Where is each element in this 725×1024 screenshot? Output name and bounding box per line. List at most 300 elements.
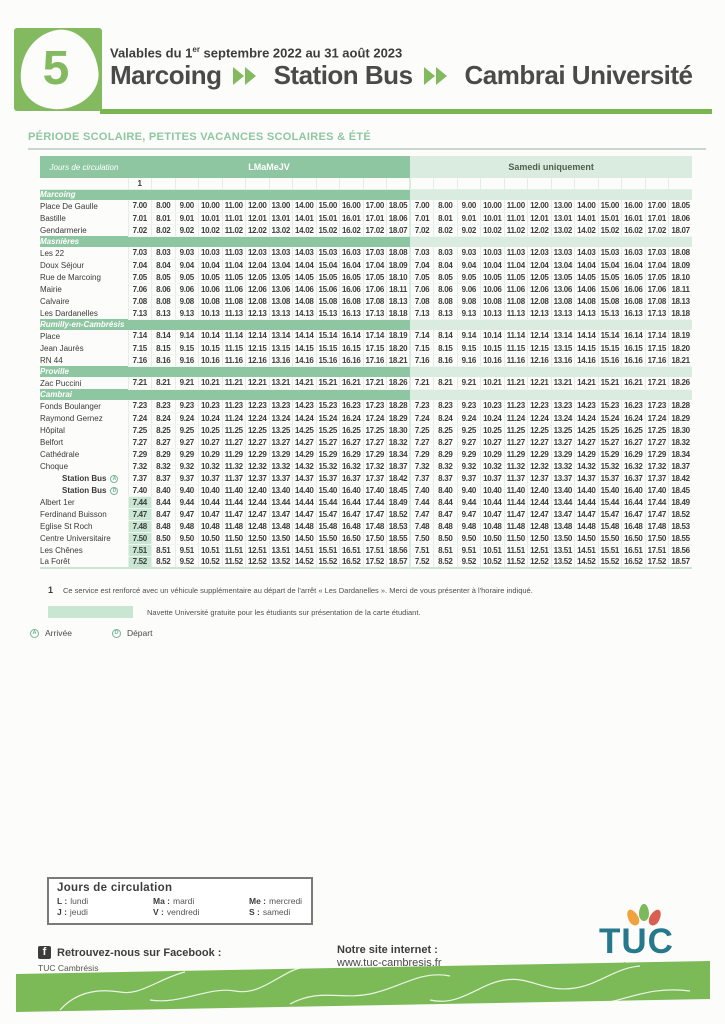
time-cell: 7.15 (410, 342, 434, 354)
time-cell: 13.00 (551, 200, 575, 212)
time-cell: 18.26 (669, 377, 693, 389)
section-name: Proville (40, 366, 128, 377)
time-cell: 14.14 (293, 330, 317, 342)
time-cell: 18.09 (669, 259, 693, 271)
time-cell: 11.40 (504, 484, 528, 496)
time-cell: 13.51 (269, 544, 293, 556)
time-cell: 9.40 (457, 484, 481, 496)
time-cell: 10.05 (481, 271, 505, 283)
time-cell: 13.37 (269, 472, 293, 484)
time-cell: 13.03 (551, 247, 575, 259)
time-cell: 17.29 (363, 448, 387, 460)
time-cell: 11.01 (222, 212, 246, 224)
time-cell: 9.03 (457, 247, 481, 259)
time-cell: 15.02 (598, 224, 622, 236)
time-cell: 11.16 (504, 354, 528, 366)
time-cell: 15.21 (598, 377, 622, 389)
time-cell: 11.02 (222, 224, 246, 236)
time-cell: 9.02 (457, 224, 481, 236)
time-cell: 7.37 (410, 472, 434, 484)
time-cell: 7.48 (128, 520, 152, 532)
time-cell: 16.06 (622, 283, 646, 295)
time-cell: 8.27 (152, 436, 176, 448)
time-cell: 16.05 (340, 271, 364, 283)
stop-name: Raymond Gernez (40, 413, 103, 423)
time-cell: 10.27 (199, 436, 223, 448)
section-row (40, 366, 692, 377)
time-cell: 17.00 (363, 200, 387, 212)
time-cell: 9.00 (457, 200, 481, 212)
time-cell: 7.15 (128, 342, 152, 354)
time-cell: 13.16 (269, 354, 293, 366)
time-cell: 18.19 (387, 330, 411, 342)
time-cell: 10.24 (481, 412, 505, 424)
time-cell: 8.24 (152, 412, 176, 424)
time-cell: 15.27 (316, 436, 340, 448)
arrival-circle-icon: A (30, 629, 39, 638)
time-cell: 11.29 (222, 448, 246, 460)
time-cell: 16.29 (622, 448, 646, 460)
time-cell: 18.57 (387, 556, 411, 568)
time-cell: 16.32 (340, 460, 364, 472)
time-cell: 11.27 (222, 436, 246, 448)
saturday-group-header: Samedi uniquement (410, 156, 692, 178)
time-cell: 15.13 (598, 307, 622, 319)
trip-number-cell (175, 178, 199, 189)
time-cell: 18.07 (669, 224, 693, 236)
time-cell: 17.37 (645, 472, 669, 484)
time-cell: 7.24 (410, 412, 434, 424)
time-cell: 14.05 (293, 271, 317, 283)
time-cell: 11.04 (504, 259, 528, 271)
time-cell: 12.24 (528, 412, 552, 424)
time-cell: 11.44 (504, 496, 528, 508)
time-cell: 13.04 (269, 259, 293, 271)
stop-row (40, 436, 692, 448)
time-cell: 15.03 (598, 247, 622, 259)
time-cell: 8.05 (152, 271, 176, 283)
time-cell: 15.47 (598, 508, 622, 520)
time-cell: 10.29 (199, 448, 223, 460)
time-cell: 8.44 (152, 496, 176, 508)
time-cell: 15.01 (598, 212, 622, 224)
weekday-group-header: LMaMeJV (128, 156, 410, 178)
time-cell: 11.01 (504, 212, 528, 224)
time-cell: 15.24 (316, 412, 340, 424)
time-cell: 8.44 (434, 496, 458, 508)
time-cell: 15.23 (598, 400, 622, 412)
time-cell: 14.32 (293, 460, 317, 472)
time-cell: 18.45 (387, 484, 411, 496)
time-cell: 9.23 (175, 400, 199, 412)
time-cell: 18.07 (387, 224, 411, 236)
time-cell: 12.04 (246, 259, 270, 271)
time-cell: 15.40 (598, 484, 622, 496)
time-cell: 10.47 (481, 508, 505, 520)
time-cell: 9.32 (457, 460, 481, 472)
time-cell: 8.16 (434, 354, 458, 366)
time-cell: 17.40 (363, 484, 387, 496)
time-cell: 11.15 (504, 342, 528, 354)
time-cell: 17.03 (645, 247, 669, 259)
time-cell: 18.53 (387, 520, 411, 532)
days-legend-entry: J : jeudi (57, 907, 88, 917)
departure-label: Départ (126, 628, 153, 638)
trip-number-cell (246, 178, 270, 189)
time-cell: 13.15 (269, 342, 293, 354)
stop-row (40, 271, 692, 283)
stop-name: Station Bus D (40, 484, 128, 496)
time-cell: 11.32 (504, 460, 528, 472)
time-cell: 14.27 (293, 436, 317, 448)
time-cell: 18.05 (387, 200, 411, 212)
time-cell: 18.34 (387, 448, 411, 460)
time-cell: 11.15 (222, 342, 246, 354)
time-cell: 12.48 (246, 520, 270, 532)
days-legend-entry: V : vendredi (153, 907, 200, 917)
time-cell: 16.27 (340, 436, 364, 448)
stop-name: Mairie (40, 284, 62, 294)
time-cell: 8.14 (434, 330, 458, 342)
time-cell: 8.06 (434, 283, 458, 295)
time-cell: 15.25 (316, 424, 340, 436)
time-cell: 8.03 (152, 247, 176, 259)
time-cell: 13.24 (551, 412, 575, 424)
time-cell: 18.29 (669, 412, 693, 424)
time-cell: 12.50 (246, 532, 270, 544)
time-cell: 12.05 (528, 271, 552, 283)
time-cell: 10.16 (481, 354, 505, 366)
time-cell: 16.27 (622, 436, 646, 448)
time-cell: 11.24 (504, 412, 528, 424)
time-cell: 10.15 (481, 342, 505, 354)
time-cell: 11.05 (222, 271, 246, 283)
validity-dates: Valables du 1er septembre 2022 au 31 août 2023 (110, 45, 403, 61)
footnote-shuttle (48, 606, 421, 618)
time-cell: 7.23 (410, 400, 434, 412)
time-cell: 8.01 (434, 212, 458, 224)
footer-green-band (0, 958, 725, 1016)
time-cell: 18.10 (669, 271, 693, 283)
time-cell: 8.50 (152, 532, 176, 544)
time-cell: 15.50 (316, 532, 340, 544)
time-cell: 12.50 (528, 532, 552, 544)
time-cell: 16.13 (622, 307, 646, 319)
time-cell: 8.21 (434, 377, 458, 389)
time-cell: 13.03 (269, 247, 293, 259)
stop-row (40, 484, 692, 496)
time-cell: 12.23 (246, 400, 270, 412)
time-cell: 10.51 (481, 544, 505, 556)
time-cell: 14.08 (575, 295, 599, 307)
time-cell: 11.47 (504, 508, 528, 520)
time-cell: 7.00 (410, 200, 434, 212)
time-cell: 14.05 (575, 271, 599, 283)
stop-row (40, 496, 692, 508)
time-cell: 8.08 (152, 295, 176, 307)
time-cell: 7.24 (128, 412, 152, 424)
time-cell: 9.40 (175, 484, 199, 496)
time-cell: 18.20 (669, 342, 693, 354)
time-cell: 17.04 (363, 259, 387, 271)
header-rule (100, 109, 712, 114)
time-cell: 17.25 (363, 424, 387, 436)
time-cell: 12.47 (246, 508, 270, 520)
time-cell: 8.29 (434, 448, 458, 460)
time-cell: 18.49 (669, 496, 693, 508)
time-cell: 18.18 (387, 307, 411, 319)
time-cell: 8.24 (434, 412, 458, 424)
time-cell: 17.02 (645, 224, 669, 236)
time-cell: 8.00 (434, 200, 458, 212)
time-cell: 15.52 (598, 556, 622, 568)
time-cell: 16.21 (340, 377, 364, 389)
time-cell: 17.06 (645, 283, 669, 295)
time-cell: 17.47 (645, 508, 669, 520)
time-cell: 8.25 (152, 424, 176, 436)
time-cell: 9.01 (457, 212, 481, 224)
time-cell: 12.21 (528, 377, 552, 389)
stop-row (40, 283, 692, 295)
time-cell: 11.16 (222, 354, 246, 366)
time-cell: 18.57 (669, 556, 693, 568)
time-cell: 18.42 (387, 472, 411, 484)
time-cell: 15.05 (316, 271, 340, 283)
time-cell: 14.29 (575, 448, 599, 460)
time-cell: 9.01 (175, 212, 199, 224)
time-cell: 7.14 (410, 330, 434, 342)
time-cell: 13.23 (269, 400, 293, 412)
time-cell: 9.08 (175, 295, 199, 307)
time-cell: 14.06 (575, 283, 599, 295)
stop-name: Hôpital (40, 425, 65, 435)
double-chevron-icon (424, 67, 454, 85)
time-cell: 11.02 (504, 224, 528, 236)
stop-row (40, 342, 692, 354)
time-cell: 14.40 (575, 484, 599, 496)
time-cell: 13.40 (551, 484, 575, 496)
time-cell: 14.32 (575, 460, 599, 472)
time-cell: 8.16 (152, 354, 176, 366)
time-cell: 14.25 (575, 424, 599, 436)
stop-name: Ferdinand Buisson (40, 509, 107, 519)
time-cell: 18.10 (387, 271, 411, 283)
time-cell: 10.47 (199, 508, 223, 520)
time-cell: 7.40 (128, 484, 152, 496)
time-cell: 17.15 (363, 342, 387, 354)
trip-number-cell (645, 178, 669, 189)
time-cell: 11.29 (504, 448, 528, 460)
time-cell: 11.00 (222, 200, 246, 212)
time-cell: 10.13 (481, 307, 505, 319)
time-cell: 16.51 (340, 544, 364, 556)
time-cell: 9.15 (175, 342, 199, 354)
stop-row (40, 354, 692, 366)
time-cell: 10.37 (481, 472, 505, 484)
time-cell: 16.15 (622, 342, 646, 354)
time-cell: 10.02 (481, 224, 505, 236)
time-cell: 16.37 (622, 472, 646, 484)
stop-row (40, 532, 692, 544)
time-cell: 9.00 (175, 200, 199, 212)
time-cell: 8.48 (434, 520, 458, 532)
section-row (40, 389, 692, 400)
time-cell: 16.52 (622, 556, 646, 568)
time-cell: 16.16 (622, 354, 646, 366)
time-cell: 16.48 (622, 520, 646, 532)
time-cell: 9.52 (175, 556, 199, 568)
time-cell: 11.14 (504, 330, 528, 342)
route-origin: Marcoing (110, 60, 222, 90)
time-cell: 8.37 (152, 472, 176, 484)
stop-name: Jean Jaurès (40, 343, 84, 353)
time-cell: 12.32 (528, 460, 552, 472)
time-cell: 8.52 (152, 556, 176, 568)
time-cell: 11.21 (504, 377, 528, 389)
time-cell: 11.23 (222, 400, 246, 412)
time-cell: 18.52 (669, 508, 693, 520)
time-cell: 11.05 (504, 271, 528, 283)
time-cell: 15.15 (598, 342, 622, 354)
time-cell: 12.15 (246, 342, 270, 354)
time-cell: 9.05 (175, 271, 199, 283)
stop-row (40, 307, 692, 319)
days-legend-entry: L : lundi (57, 896, 89, 906)
time-cell: 16.00 (622, 200, 646, 212)
time-cell: 8.02 (152, 224, 176, 236)
time-cell: 9.50 (175, 532, 199, 544)
trip-number-cell (222, 178, 246, 189)
time-cell: 14.04 (575, 259, 599, 271)
time-cell: 14.21 (575, 377, 599, 389)
stop-row (40, 400, 692, 412)
time-cell: 14.47 (575, 508, 599, 520)
time-cell: 16.08 (340, 295, 364, 307)
time-cell: 17.16 (363, 354, 387, 366)
time-cell: 13.05 (269, 271, 293, 283)
stop-row (40, 330, 692, 342)
days-legend-entry: Ma : mardi (153, 896, 195, 906)
time-cell: 14.23 (293, 400, 317, 412)
time-cell: 7.52 (128, 556, 152, 568)
time-cell: 9.50 (457, 532, 481, 544)
time-cell: 13.29 (269, 448, 293, 460)
time-cell: 14.02 (575, 224, 599, 236)
stop-row (40, 224, 692, 236)
time-cell: 8.51 (152, 544, 176, 556)
time-cell: 10.21 (481, 377, 505, 389)
time-cell: 16.47 (340, 508, 364, 520)
time-cell: 18.18 (669, 307, 693, 319)
arrival-departure-legend (30, 628, 152, 638)
stop-row (40, 544, 692, 556)
time-cell: 9.29 (175, 448, 199, 460)
time-cell: 18.30 (669, 424, 693, 436)
section-name: Masnières (40, 236, 128, 247)
time-cell: 7.25 (410, 424, 434, 436)
time-cell: 16.02 (340, 224, 364, 236)
table-header-row (40, 156, 692, 178)
time-cell: 16.06 (340, 283, 364, 295)
time-cell: 16.00 (340, 200, 364, 212)
footnote-1-text: Ce service est renforcé avec un véhicule supplémentaire au départ de l'arrêt « Les Dardanelles ». Merci de vous présenter à l'horaire indiqué. (63, 586, 533, 595)
time-cell: 15.03 (316, 247, 340, 259)
time-cell: 16.23 (622, 400, 646, 412)
time-cell: 15.23 (316, 400, 340, 412)
time-cell: 9.44 (175, 496, 199, 508)
time-cell: 7.13 (128, 307, 152, 319)
time-cell: 12.25 (246, 424, 270, 436)
time-cell: 9.37 (457, 472, 481, 484)
time-cell: 9.04 (457, 259, 481, 271)
time-cell: 16.32 (622, 460, 646, 472)
time-cell: 18.45 (669, 484, 693, 496)
time-cell: 9.04 (175, 259, 199, 271)
time-cell: 8.03 (434, 247, 458, 259)
days-legend-entries (57, 896, 303, 917)
time-cell: 18.26 (387, 377, 411, 389)
time-cell: 7.40 (410, 484, 434, 496)
time-cell: 8.14 (152, 330, 176, 342)
time-cell: 17.25 (645, 424, 669, 436)
time-cell: 16.14 (340, 330, 364, 342)
time-cell: 17.02 (363, 224, 387, 236)
time-cell: 8.21 (152, 377, 176, 389)
time-cell: 8.23 (152, 400, 176, 412)
section-name: Cambrai (40, 389, 128, 400)
arrival-label: Arrivée (45, 628, 72, 638)
time-cell: 18.37 (669, 460, 693, 472)
time-cell: 13.15 (551, 342, 575, 354)
stop-name: Centre Universitaire (40, 533, 111, 543)
stop-row (40, 200, 692, 212)
time-cell: 14.21 (293, 377, 317, 389)
time-cell: 7.47 (128, 508, 152, 520)
time-cell: 10.00 (481, 200, 505, 212)
time-cell: 14.15 (293, 342, 317, 354)
time-cell: 11.32 (222, 460, 246, 472)
time-cell: 14.13 (575, 307, 599, 319)
route-title (110, 60, 693, 91)
time-cell: 12.14 (246, 330, 270, 342)
time-cell: 13.08 (551, 295, 575, 307)
route-via: Station Bus (273, 60, 413, 90)
days-legend-entry: Me : mercredi (249, 896, 303, 906)
time-cell: 14.44 (575, 496, 599, 508)
time-cell: 14.47 (293, 508, 317, 520)
time-cell: 13.25 (551, 424, 575, 436)
time-cell: 8.00 (152, 200, 176, 212)
time-cell: 12.02 (246, 224, 270, 236)
time-cell: 13.00 (269, 200, 293, 212)
time-cell: 17.44 (645, 496, 669, 508)
time-cell: 8.05 (434, 271, 458, 283)
time-cell: 14.06 (293, 283, 317, 295)
time-cell: 11.13 (222, 307, 246, 319)
time-cell: 11.37 (222, 472, 246, 484)
time-cell: 8.47 (152, 508, 176, 520)
route-destination: Cambrai Université (464, 60, 693, 90)
time-cell: 11.47 (222, 508, 246, 520)
period-title: PÉRIODE SCOLAIRE, PETITES VACANCES SCOLAIRES & ÉTÉ (28, 131, 372, 143)
time-cell: 13.27 (269, 436, 293, 448)
stop-name: Fonds Boulanger (40, 401, 101, 411)
time-cell: 8.29 (152, 448, 176, 460)
time-cell: 17.29 (645, 448, 669, 460)
time-cell: 11.52 (504, 556, 528, 568)
time-cell: 7.06 (410, 283, 434, 295)
period-rule (28, 148, 706, 150)
